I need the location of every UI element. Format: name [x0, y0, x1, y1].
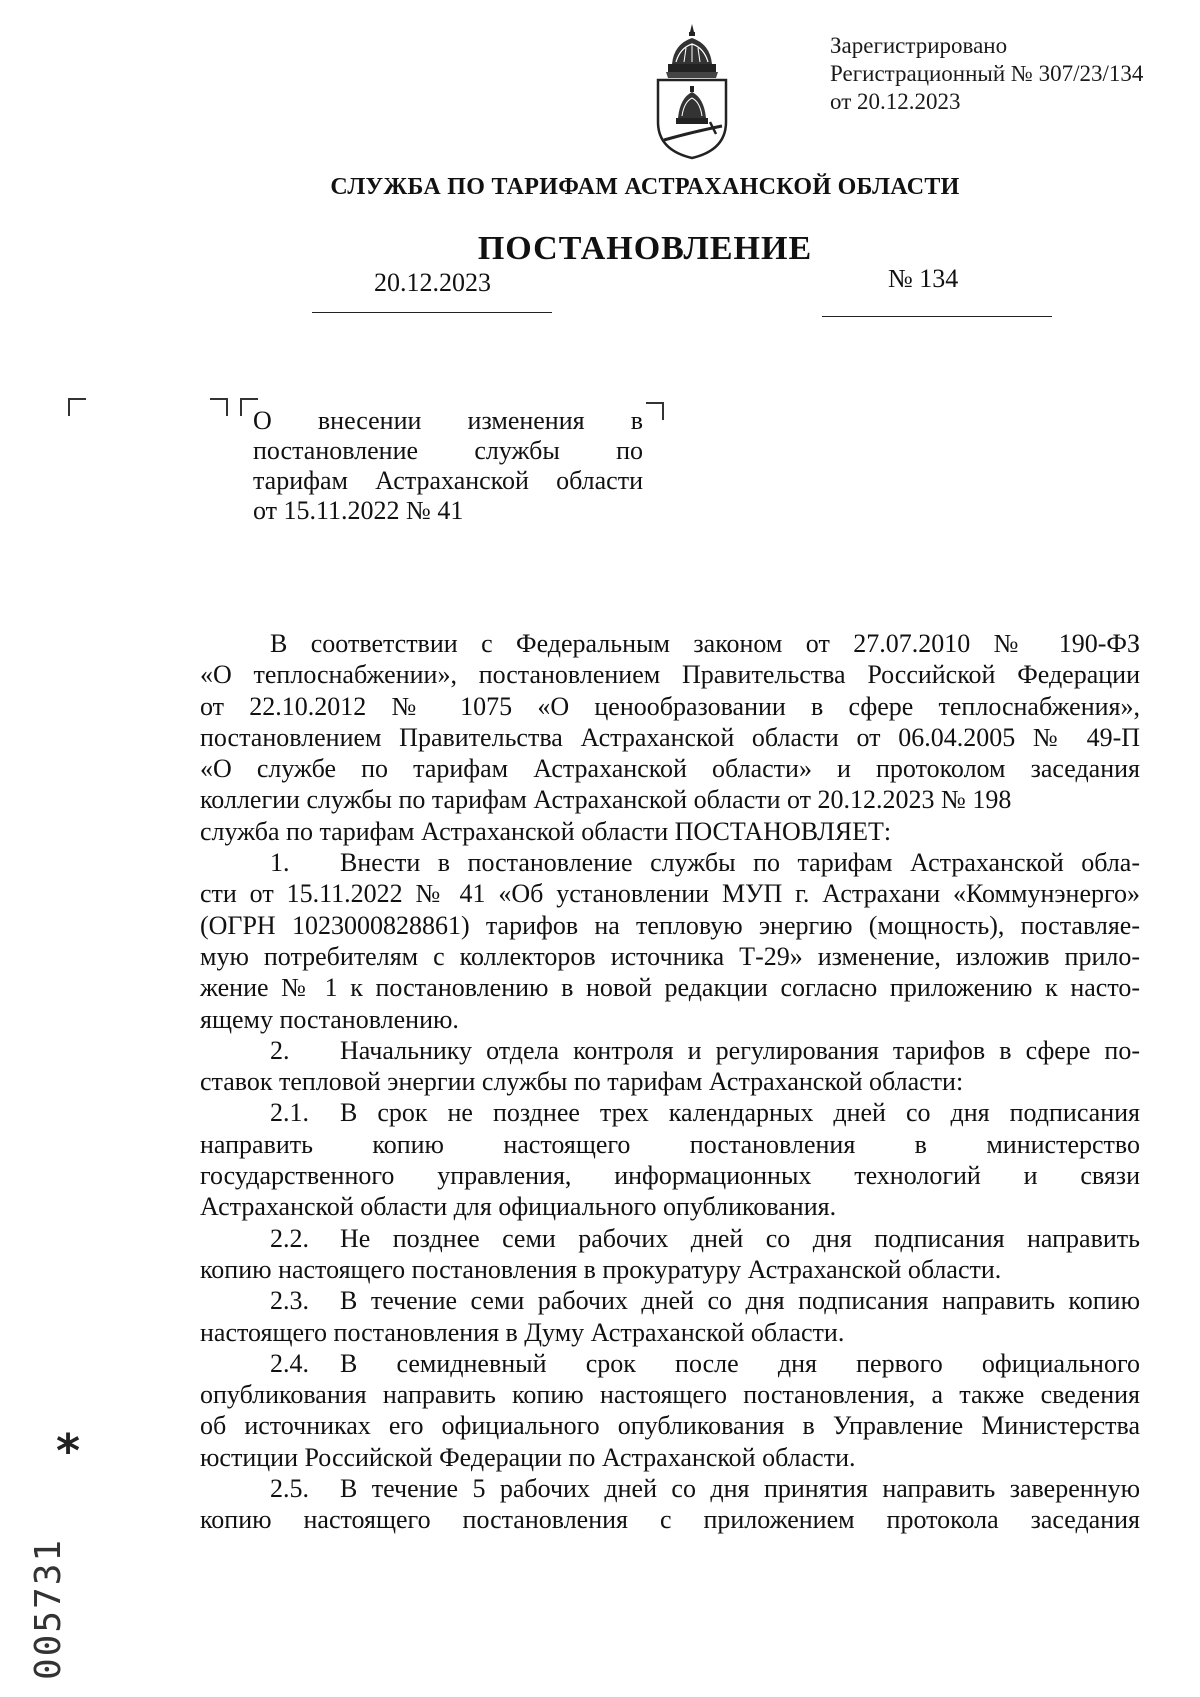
- corner-mark-subject-right: [646, 402, 664, 420]
- registration-stamp: [830, 32, 1143, 116]
- preamble-line: постановлением Правительства Астраханской области от 06.04.2005 № 49-П: [200, 722, 1140, 752]
- coat-of-arms-icon: [650, 22, 734, 162]
- preamble-line: «О службе по тарифам Астраханской области» и протоколом заседания: [200, 754, 1140, 784]
- item-1-line: жение № 1 к постановлению в новой редакции согласно приложению к насто-: [200, 973, 1140, 1003]
- preamble-line: В соответствии с Федеральным законом от 27.07.2010 № 190-ФЗ: [270, 629, 1140, 658]
- item-2-line: ставок тепловой энергии службы по тарифам Астраханской области:: [200, 1067, 964, 1097]
- item-number: 2.4.: [270, 1348, 309, 1378]
- item-2-2-line: копию настоящего постановления в прокуратуру Астраханской области.: [200, 1254, 1002, 1284]
- number-underline: [822, 316, 1052, 317]
- preamble-line: коллегии службы по тарифам Астраханской области от 20.12.2023 № 198: [200, 785, 1012, 815]
- item-1-line: 1. Внести в постановление службы по тарифам Астраханской обла-: [270, 848, 1140, 878]
- item-1-line: мую потребителям с коллекторов источника Т-29» изменение, изложив прило-: [200, 941, 1140, 971]
- document-subject: [253, 406, 643, 526]
- item-2-1-line: направить копию настоящего постановления в министерство: [200, 1129, 1140, 1159]
- item-2-1-line: государственного управления, информационных технологий и связи: [200, 1161, 1140, 1191]
- document-body: [200, 628, 1140, 1536]
- subject-line: тарифам Астраханской области: [253, 466, 643, 495]
- item-2-4-line: 2.4. В семидневный срок после дня первого официального: [270, 1348, 1140, 1378]
- preamble-line: «О теплоснабжении», постановлением Правительства Российской Федерации: [200, 660, 1140, 690]
- preamble-line: от 22.10.2012 № 1075 «О ценообразовании в сфере теплоснабжения»,: [200, 691, 1140, 721]
- item-number: 2.: [270, 1035, 290, 1065]
- item-1-line: сти от 15.11.2022 № 41 «Об установлении МУП г. Астрахани «Коммунэнерго»: [200, 879, 1140, 909]
- document-date: 20.12.2023: [374, 268, 491, 297]
- item-number: 2.2.: [270, 1223, 309, 1253]
- item-2-5-line: копию настоящего постановления с приложением протокола заседания: [200, 1505, 1140, 1535]
- item-2-1-line: Астраханской области для официального опубликования.: [200, 1192, 837, 1222]
- organization-title: СЛУЖБА ПО ТАРИФАМ АСТРАХАНСКОЙ ОБЛАСТИ: [330, 174, 960, 200]
- item-2-5-line: 2.5. В течение 5 рабочих дней со дня принятия направить заверенную: [270, 1474, 1140, 1504]
- item-number: 1.: [270, 848, 290, 878]
- subject-line: от 15.11.2022 № 41: [253, 496, 464, 525]
- item-number: 2.5.: [270, 1474, 309, 1504]
- margin-serial-number: 005731: [28, 1537, 69, 1680]
- item-2-line: 2. Начальнику отдела контроля и регулирования тарифов в сфере по-: [270, 1035, 1140, 1065]
- margin-asterisk: *: [56, 1424, 81, 1478]
- document-number: № 134: [888, 264, 959, 293]
- item-2-2-line: 2.2. Не позднее семи рабочих дней со дня подписания направить: [270, 1223, 1140, 1253]
- item-2-4-line: опубликования направить копию настоящего постановления, а также сведения: [200, 1380, 1140, 1410]
- registration-date: от 20.12.2023: [830, 89, 961, 114]
- item-2-1-line: 2.1. В срок не позднее трех календарных дней со дня подписания: [270, 1098, 1140, 1128]
- registration-label: Зарегистрировано: [830, 33, 1008, 58]
- subject-line: О внесении изменения в: [253, 406, 643, 435]
- subject-line: постановление службы по: [253, 436, 643, 465]
- corner-mark-left: [68, 398, 86, 416]
- item-2-3-line: настоящего постановления в Думу Астраханской области.: [200, 1317, 845, 1347]
- item-number: 2.3.: [270, 1286, 309, 1316]
- item-2-4-line: юстиции Российской Федерации по Астраханской области.: [200, 1442, 856, 1472]
- corner-mark-subject-left-a: [210, 398, 228, 416]
- item-1-line: (ОГРН 1023000828861) тарифов на тепловую энергию (мощность), поставляе-: [200, 910, 1140, 940]
- item-2-3-line: 2.3. В течение семи рабочих дней со дня подписания направить копию: [270, 1286, 1140, 1316]
- item-2-4-line: об источниках его официального опубликования в Управление Министерства: [200, 1411, 1140, 1441]
- item-number: 2.1.: [270, 1098, 309, 1128]
- date-underline: [312, 312, 552, 313]
- registration-number: Регистрационный № 307/23/134: [830, 61, 1144, 86]
- preamble-line: служба по тарифам Астраханской области ПОСТАНОВЛЯЕТ:: [200, 816, 892, 846]
- item-1-line: ящему постановлению.: [200, 1004, 459, 1034]
- document-type-heading: ПОСТАНОВЛЕНИЕ: [477, 230, 813, 267]
